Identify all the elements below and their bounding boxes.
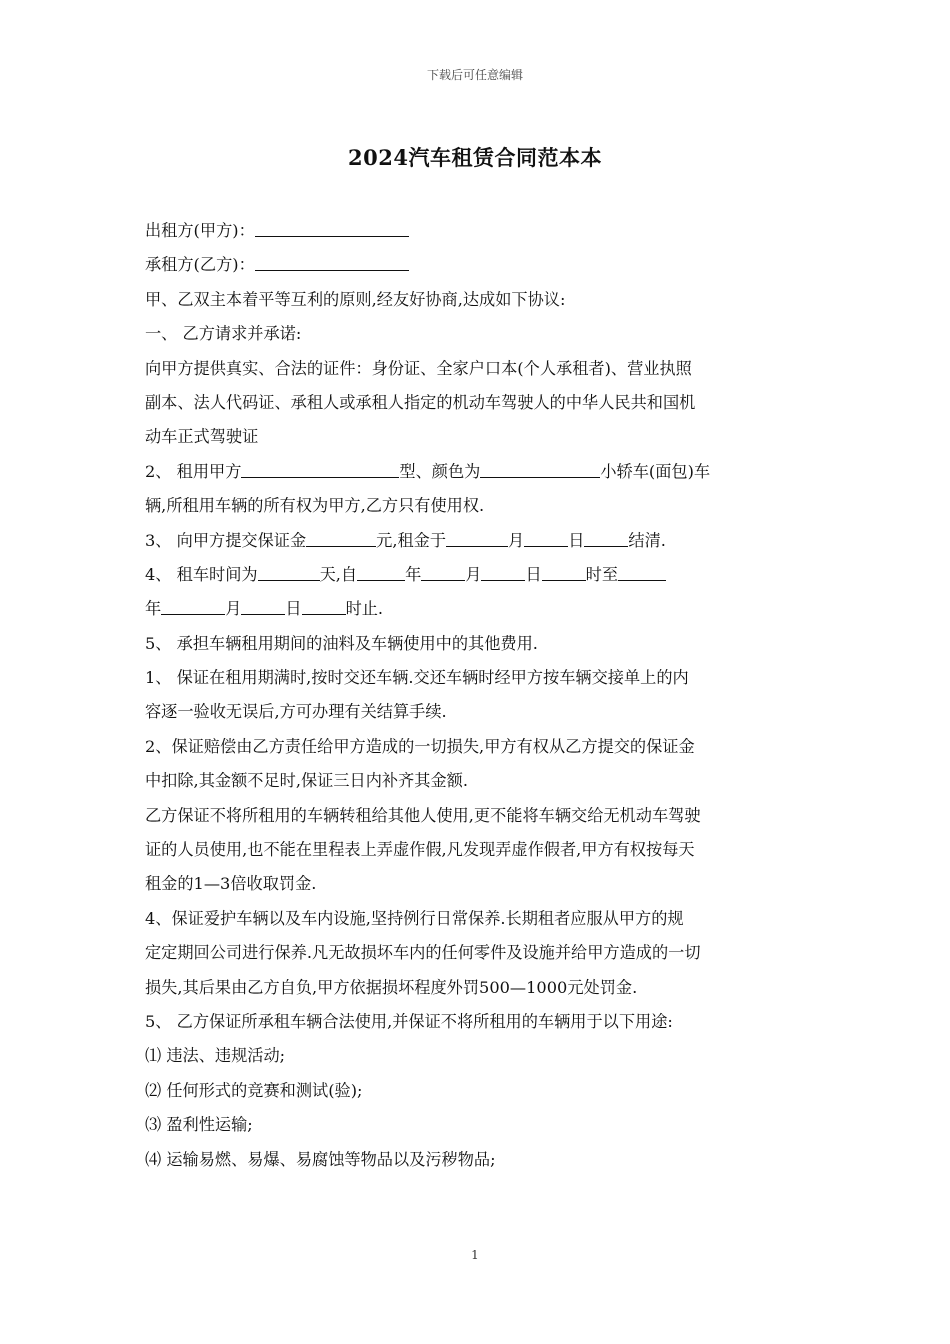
clause-line — [145, 695, 810, 729]
text-segment: 天,自 — [319, 564, 358, 584]
text-segment: ⑵ 任何形式的竞赛和测试(验); — [145, 1080, 363, 1100]
clause-line — [145, 524, 810, 558]
blank-field — [258, 561, 320, 581]
header-note: 下载后可任意编辑 — [426, 68, 523, 82]
clause-line — [145, 489, 810, 523]
text-segment: 月 — [508, 530, 525, 550]
list-item — [145, 1074, 810, 1108]
text-segment: 定定期回公司进行保养.凡无故损坏车内的任何零件及设施并给甲方造成的一切 — [145, 943, 701, 963]
document-title: 2024汽车租赁合同范本本 — [348, 145, 602, 170]
section-heading — [145, 317, 810, 351]
blank-field — [524, 527, 568, 547]
text-segment: 副本、法人代码证、承租人或承租人指定的机动车驾驶人的中华人民共和国机 — [145, 392, 696, 412]
text-segment: 证的人员使用,也不能在里程表上弄虚作假,凡发现弄虚作假者,甲方有权按每天 — [145, 840, 695, 860]
text-segment: 辆,所租用车辆的所有权为甲方,乙方只有使用权. — [145, 496, 485, 516]
clause-line — [145, 661, 810, 695]
text-segment: 月 — [465, 564, 482, 584]
text-segment: 结清. — [628, 530, 666, 550]
text-segment: 元,租金于 — [376, 530, 447, 550]
clause-line — [145, 352, 810, 386]
list-item — [145, 1108, 810, 1142]
text-segment: 4、保证爱护车辆以及车内设施,坚持例行日常保养.长期租者应服从甲方的规 — [145, 908, 684, 928]
text-segment: 年 — [405, 564, 422, 584]
blank-field — [481, 561, 525, 581]
clause-line — [145, 867, 810, 901]
text-segment: 一、 乙方请求并承诺: — [145, 324, 302, 344]
clause-line — [145, 558, 810, 592]
text-segment: 小轿车(面包)车 — [600, 461, 711, 481]
text-segment: 时至 — [585, 564, 619, 584]
text-segment: 4、 租车时间为 — [145, 564, 258, 584]
text-segment: 中扣除,其金额不足时,保证三日内补齐其金额. — [145, 771, 468, 791]
text-segment: 型、颜色为 — [399, 461, 481, 481]
text-segment: 2、 租用甲方 — [145, 461, 242, 481]
blank-field — [618, 561, 666, 581]
text-segment: 日 — [285, 599, 302, 619]
blank-field — [255, 217, 409, 237]
text-segment: 5、 乙方保证所承租车辆合法使用,并保证不将所租用的车辆用于以下用途: — [145, 1011, 673, 1031]
clause-line — [145, 627, 810, 661]
text-segment: 5、 承担车辆租用期间的油料及车辆使用中的其他费用. — [145, 633, 538, 653]
clause-line — [145, 799, 810, 833]
text-segment: 年 — [145, 599, 162, 619]
text-segment: 日 — [525, 564, 542, 584]
text-segment: 日 — [568, 530, 585, 550]
text-segment: ⑶ 盈利性运输; — [145, 1115, 253, 1135]
text-segment: 容逐一验收无误后,方可办理有关结算手续. — [145, 702, 447, 722]
text-segment: ⑴ 违法、违规活动; — [145, 1046, 286, 1066]
text-segment: 3、 向甲方提交保证金 — [145, 530, 307, 550]
clause-line — [145, 764, 810, 798]
list-item — [145, 1143, 810, 1177]
clause-line — [145, 971, 810, 1005]
text-segment: 时止. — [345, 599, 384, 619]
clause-line — [145, 730, 810, 764]
clause-line — [145, 902, 810, 936]
text-segment: 甲、乙双主本着平等互利的原则,经友好协商,达成如下协议: — [145, 289, 566, 309]
text-segment: 向甲方提供真实、合法的证件：身份证、全家户口本(个人承租者)、营业执照 — [145, 358, 692, 378]
text-segment: 动车正式驾驶证 — [145, 427, 259, 447]
text-segment: 1、 保证在租用期满时,按时交还车辆.交还车辆时经甲方按车辆交接单上的内 — [145, 668, 689, 688]
blank-field — [421, 561, 465, 581]
blank-field — [542, 561, 586, 581]
text-segment: 出租方(甲方)： — [145, 221, 255, 240]
blank-field — [306, 527, 376, 547]
text-segment: 损失,其后果由乙方自负,甲方依据损坏程度外罚500—1000元处罚金. — [145, 977, 638, 997]
clause-line — [145, 833, 810, 867]
clause-line — [145, 592, 810, 626]
clause-line — [145, 455, 810, 489]
contract-body — [145, 214, 810, 1177]
page-number: 1 — [471, 1248, 479, 1262]
blank-field — [357, 561, 405, 581]
blank-field — [480, 458, 600, 478]
blank-field — [446, 527, 508, 547]
clause-line — [145, 1005, 810, 1039]
blank-field — [255, 251, 409, 271]
text-segment: 乙方保证不将所租用的车辆转租给其他人使用,更不能将车辆交给无机动车驾驶 — [145, 805, 701, 825]
blank-field — [241, 595, 285, 615]
blank-field — [241, 458, 399, 478]
blank-field — [302, 595, 346, 615]
text-segment: 承租方(乙方)： — [145, 255, 255, 275]
clause-line — [145, 936, 810, 970]
lessee-line — [145, 248, 810, 282]
list-item — [145, 1039, 810, 1073]
blank-field — [584, 527, 628, 547]
text-segment: 租金的1—3倍收取罚金. — [145, 874, 317, 894]
lessor-line — [145, 214, 810, 248]
text-segment: 2、保证赔偿由乙方责任给甲方造成的一切损失,甲方有权从乙方提交的保证金 — [145, 736, 695, 756]
clause-line — [145, 420, 810, 454]
text-segment: ⑷ 运输易燃、易爆、易腐蚀等物品以及污秽物品; — [145, 1149, 496, 1169]
clause-line — [145, 386, 810, 420]
preamble-line — [145, 283, 810, 317]
blank-field — [161, 595, 225, 615]
text-segment: 月 — [225, 599, 242, 619]
